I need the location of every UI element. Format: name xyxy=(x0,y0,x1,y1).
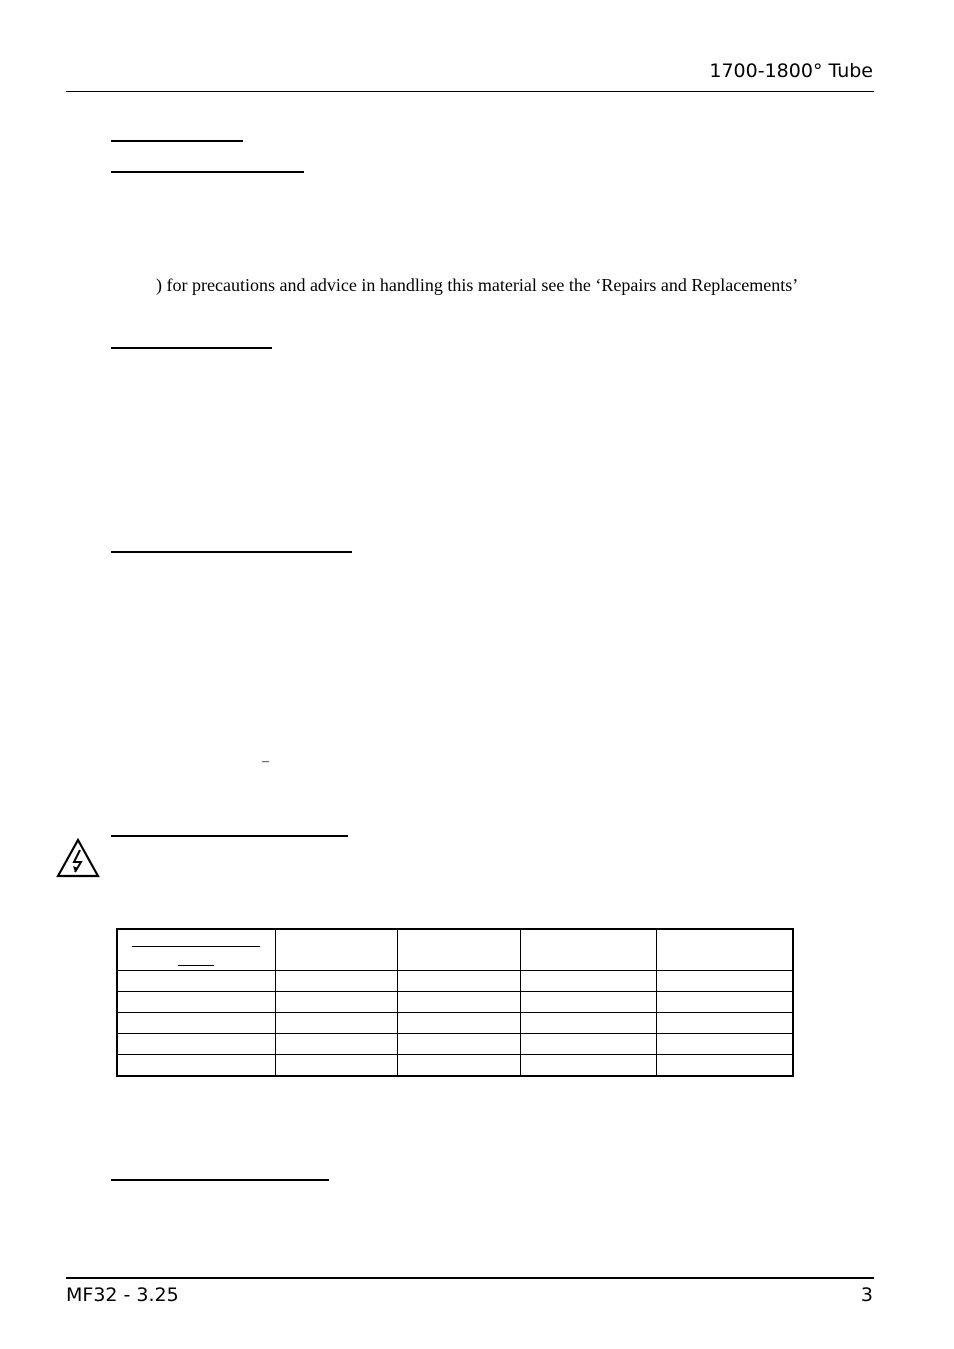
table-cell xyxy=(276,1055,398,1077)
table-header-cell xyxy=(657,929,794,971)
header-cell-underline-short xyxy=(178,965,214,966)
section-heading-underline-3 xyxy=(111,347,272,349)
table-cell xyxy=(117,1013,276,1034)
table-cell xyxy=(398,1013,521,1034)
table-header-cell xyxy=(276,929,398,971)
electrical-hazard-icon xyxy=(56,838,100,878)
table-cell xyxy=(657,1034,794,1055)
header-rule xyxy=(66,91,874,92)
paragraph-fragment: ) for precautions and advice in handling this material see the ‘Repairs and Replacements’ xyxy=(156,275,799,295)
table-row xyxy=(117,1034,793,1055)
section-heading-underline-5 xyxy=(111,835,348,837)
section-heading-underline-6 xyxy=(111,1179,329,1181)
table-header-cell xyxy=(521,929,657,971)
table-cell xyxy=(398,1034,521,1055)
table-cell xyxy=(117,992,276,1013)
table-cell xyxy=(657,992,794,1013)
section-heading-underline-1 xyxy=(111,140,243,142)
table-cell xyxy=(117,1034,276,1055)
table-cell xyxy=(117,1055,276,1077)
table-cell xyxy=(521,992,657,1013)
table-header-row xyxy=(117,929,793,971)
table-row xyxy=(117,971,793,992)
table-cell xyxy=(657,1013,794,1034)
table-cell xyxy=(276,1034,398,1055)
table-cell xyxy=(521,1013,657,1034)
header-cell-underline xyxy=(132,946,260,947)
page-header-title: 1700-1800° Tube xyxy=(709,60,873,82)
page-number: 3 xyxy=(860,1284,873,1306)
document-code: MF32 - 3.25 xyxy=(66,1284,179,1306)
table-header-cell xyxy=(117,929,276,971)
footer-rule xyxy=(66,1277,874,1279)
table-header-cell xyxy=(398,929,521,971)
table-cell xyxy=(398,1055,521,1077)
table-cell xyxy=(657,971,794,992)
table-row xyxy=(117,1013,793,1034)
table-cell xyxy=(657,1055,794,1077)
table-cell xyxy=(398,992,521,1013)
table-cell xyxy=(117,971,276,992)
table-cell xyxy=(276,1013,398,1034)
table-cell xyxy=(521,971,657,992)
section-heading-underline-2 xyxy=(111,171,304,173)
table-cell xyxy=(276,971,398,992)
table-cell xyxy=(398,971,521,992)
table-cell xyxy=(521,1055,657,1077)
table-cell xyxy=(521,1034,657,1055)
spec-table xyxy=(116,928,794,1077)
dash-mark: – xyxy=(262,754,269,769)
section-heading-underline-4 xyxy=(111,551,352,553)
table-row xyxy=(117,992,793,1013)
table-row xyxy=(117,1055,793,1077)
table-cell xyxy=(276,992,398,1013)
